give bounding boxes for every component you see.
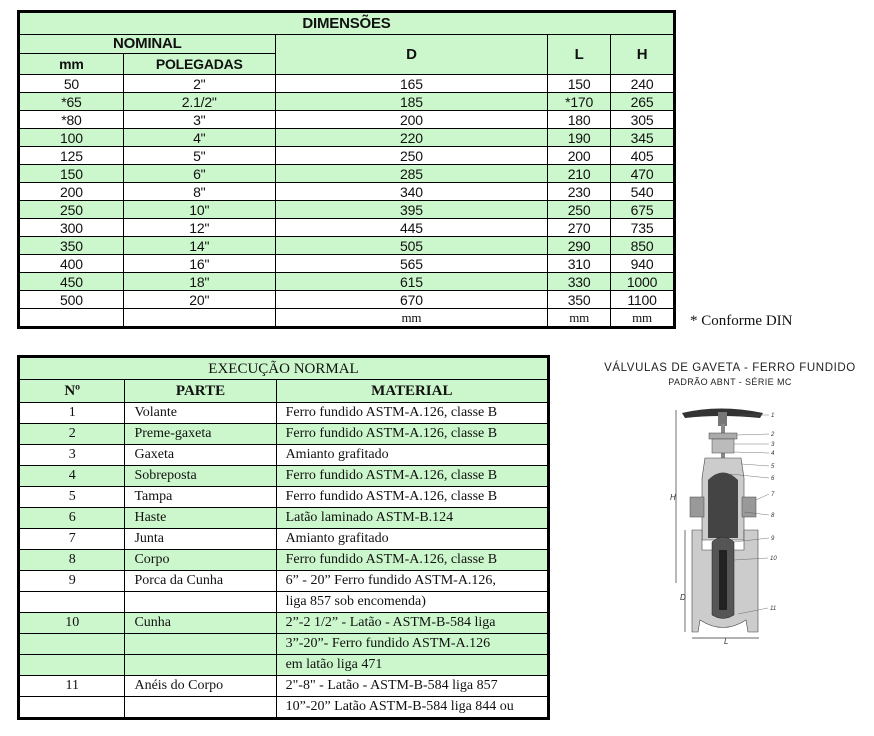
execution-row [19, 487, 549, 508]
part-label-10: 10 [770, 556, 777, 562]
cell-d: 615 [275, 273, 547, 291]
dimension-row [19, 219, 675, 237]
cell-material: 2"-8" - Latão - ASTM-B-584 liga 857 [276, 676, 548, 697]
cell-l: 210 [548, 165, 611, 183]
cell-h: 850 [611, 237, 675, 255]
cell-mm: 450 [19, 273, 124, 291]
cell-pol: 4" [123, 129, 275, 147]
cell-mm: 200 [19, 183, 124, 201]
execution-row [19, 592, 549, 613]
cell-h: 240 [611, 75, 675, 93]
cell-n [19, 592, 125, 613]
cell-pol: 10" [123, 201, 275, 219]
cell-h: 345 [611, 129, 675, 147]
cell-parte [125, 592, 276, 613]
cell-n: 11 [19, 676, 125, 697]
part-label-7: 7 [771, 492, 775, 498]
cell-pol: 6" [123, 165, 275, 183]
cell-l: 290 [548, 237, 611, 255]
cell-d: 250 [275, 147, 547, 165]
unit-d: mm [275, 309, 547, 328]
cell-d: 165 [275, 75, 547, 93]
cell-material: Ferro fundido ASTM-A.126, classe B [276, 466, 548, 487]
unit-empty [19, 309, 124, 328]
cell-d: 200 [275, 111, 547, 129]
part-label-9: 9 [771, 536, 775, 542]
part-label-2: 2 [771, 432, 775, 438]
cell-material: 6” - 20” Ferro fundido ASTM-A.126, [276, 571, 548, 592]
execution-row [19, 550, 549, 571]
execution-row [19, 466, 549, 487]
cell-parte: Haste [125, 508, 276, 529]
cell-mm: 100 [19, 129, 124, 147]
cell-n: 8 [19, 550, 125, 571]
col-header-material: MATERIAL [276, 380, 548, 403]
cell-n: 7 [19, 529, 125, 550]
cell-d: 185 [275, 93, 547, 111]
cell-material: Ferro fundido ASTM-A.126, classe B [276, 487, 548, 508]
cell-n: 5 [19, 487, 125, 508]
cell-mm: *80 [19, 111, 124, 129]
cell-mm: 250 [19, 201, 124, 219]
cell-material: Ferro fundido ASTM-A.126, classe B [276, 403, 548, 424]
cell-parte [125, 634, 276, 655]
dimension-row [19, 291, 675, 309]
cell-pol: 2" [123, 75, 275, 93]
unit-l: mm [548, 309, 611, 328]
illustration-subtitle: PADRÃO ABNT - SÉRIE MC [668, 377, 792, 387]
cell-material: Ferro fundido ASTM-A.126, classe B [276, 424, 548, 445]
cell-d: 670 [275, 291, 547, 309]
dimensions-title: DIMENSÕES [19, 12, 675, 35]
cell-h: 265 [611, 93, 675, 111]
cell-n: 10 [19, 613, 125, 634]
cell-parte: Porca da Cunha [125, 571, 276, 592]
cell-material: Latão laminado ASTM-B.124 [276, 508, 548, 529]
cell-mm: 125 [19, 147, 124, 165]
cell-l: 330 [548, 273, 611, 291]
cell-pol: 16" [123, 255, 275, 273]
part-label-4: 4 [771, 451, 775, 457]
col-header-parte: PARTE [125, 380, 276, 403]
cell-d: 285 [275, 165, 547, 183]
cell-pol: 2.1/2" [123, 93, 275, 111]
cell-parte: Corpo [125, 550, 276, 571]
cell-l: 350 [548, 291, 611, 309]
dimension-row [19, 273, 675, 291]
cell-pol: 5" [123, 147, 275, 165]
cell-l: *170 [548, 93, 611, 111]
unit-empty [123, 309, 275, 328]
cell-parte: Anéis do Corpo [125, 676, 276, 697]
din-footnote: * Conforme DIN [690, 313, 793, 329]
stem-nut [718, 412, 727, 426]
cell-parte [125, 655, 276, 676]
execution-row [19, 508, 549, 529]
dimension-row [19, 165, 675, 183]
cell-mm: 150 [19, 165, 124, 183]
dimension-row [19, 255, 675, 273]
cell-parte: Cunha [125, 613, 276, 634]
dimension-row [19, 75, 675, 93]
cell-parte: Volante [125, 403, 276, 424]
cell-pol: 3" [123, 111, 275, 129]
wedge-core [719, 550, 727, 610]
part-label-1: 1 [771, 413, 775, 419]
cell-material: Ferro fundido ASTM-A.126, classe B [276, 550, 548, 571]
gland [709, 433, 737, 439]
illustration-title: VÁLVULAS DE GAVETA - FERRO FUNDIDO [604, 362, 856, 374]
cell-material: 2”-2 1/2” - Latão - ASTM-B-584 liga [276, 613, 548, 634]
col-header-polegadas: POLEGADAS [123, 54, 275, 75]
cell-h: 305 [611, 111, 675, 129]
cell-parte: Sobreposta [125, 466, 276, 487]
gate-valve-drawing [660, 400, 800, 645]
cell-mm: 350 [19, 237, 124, 255]
cell-material: liga 857 sob encomenda) [276, 592, 548, 613]
cell-l: 190 [548, 129, 611, 147]
execution-table [17, 355, 550, 720]
cell-mm: 400 [19, 255, 124, 273]
cell-h: 940 [611, 255, 675, 273]
execution-row [19, 655, 549, 676]
cell-n: 3 [19, 445, 125, 466]
units-row [19, 309, 675, 328]
cell-mm: 50 [19, 75, 124, 93]
cell-d: 340 [275, 183, 547, 201]
cell-parte: Preme-gaxeta [125, 424, 276, 445]
cell-n [19, 634, 125, 655]
cell-h: 735 [611, 219, 675, 237]
l-dimension-label: L [724, 637, 729, 645]
execution-row [19, 676, 549, 697]
nominal-header: NOMINAL [19, 35, 276, 54]
cell-n: 9 [19, 571, 125, 592]
execution-row [19, 571, 549, 592]
h-dimension-label: H [670, 493, 676, 502]
execution-row [19, 529, 549, 550]
cell-d: 505 [275, 237, 547, 255]
cell-pol: 18" [123, 273, 275, 291]
cell-pol: 14" [123, 237, 275, 255]
cell-n: 2 [19, 424, 125, 445]
col-header-h: H [611, 35, 675, 75]
dimension-row [19, 111, 675, 129]
execution-row [19, 424, 549, 445]
cell-h: 540 [611, 183, 675, 201]
cell-pol: 12" [123, 219, 275, 237]
cell-n: 1 [19, 403, 125, 424]
execution-title: EXECUÇÃO NORMAL [19, 357, 549, 380]
cell-l: 250 [548, 201, 611, 219]
part-label-6: 6 [771, 476, 775, 482]
cell-pol: 8" [123, 183, 275, 201]
unit-h: mm [611, 309, 675, 328]
col-header-mm: mm [19, 54, 124, 75]
execution-row [19, 613, 549, 634]
cell-l: 180 [548, 111, 611, 129]
dimension-row [19, 147, 675, 165]
cell-d: 220 [275, 129, 547, 147]
cell-parte: Gaxeta [125, 445, 276, 466]
cell-h: 1000 [611, 273, 675, 291]
dimension-row [19, 201, 675, 219]
execution-row [19, 697, 549, 719]
cell-d: 445 [275, 219, 547, 237]
cell-h: 405 [611, 147, 675, 165]
part-label-8: 8 [771, 513, 775, 519]
dimension-row [19, 129, 675, 147]
cell-l: 310 [548, 255, 611, 273]
bonnet-cavity [708, 473, 738, 539]
execution-row [19, 445, 549, 466]
dimensions-table [17, 10, 676, 329]
cell-n: 6 [19, 508, 125, 529]
cell-mm: 500 [19, 291, 124, 309]
cell-l: 270 [548, 219, 611, 237]
cell-n [19, 655, 125, 676]
col-header-d: D [275, 35, 547, 75]
part-label-11: 11 [770, 606, 777, 612]
dimension-row [19, 183, 675, 201]
cell-l: 150 [548, 75, 611, 93]
cell-h: 470 [611, 165, 675, 183]
cell-parte: Tampa [125, 487, 276, 508]
cell-h: 1100 [611, 291, 675, 309]
cell-mm: 300 [19, 219, 124, 237]
part-label-3: 3 [771, 442, 775, 448]
cell-d: 565 [275, 255, 547, 273]
cell-pol: 20" [123, 291, 275, 309]
bonnet-flange-right [742, 497, 756, 517]
cell-material: 3”-20”- Ferro fundido ASTM-A.126 [276, 634, 548, 655]
cell-material: Amianto grafitado [276, 445, 548, 466]
cell-mm: *65 [19, 93, 124, 111]
execution-row [19, 403, 549, 424]
cell-material: 10”-20” Latão ASTM-B-584 liga 844 ou [276, 697, 548, 719]
cell-l: 200 [548, 147, 611, 165]
dimension-row [19, 237, 675, 255]
cell-l: 230 [548, 183, 611, 201]
d-dimension-label: D [680, 593, 686, 602]
col-header-l: L [548, 35, 611, 75]
cell-parte: Junta [125, 529, 276, 550]
dimension-row [19, 93, 675, 111]
cell-n: 4 [19, 466, 125, 487]
bonnet-flange-left [690, 497, 704, 517]
part-label-5: 5 [771, 464, 775, 470]
col-header-number: Nº [19, 380, 125, 403]
stuffing-box [712, 439, 734, 453]
execution-row [19, 634, 549, 655]
cell-d: 395 [275, 201, 547, 219]
cell-h: 675 [611, 201, 675, 219]
cell-n [19, 697, 125, 719]
cell-parte [125, 697, 276, 719]
cell-material: em latão liga 471 [276, 655, 548, 676]
cell-material: Amianto grafitado [276, 529, 548, 550]
